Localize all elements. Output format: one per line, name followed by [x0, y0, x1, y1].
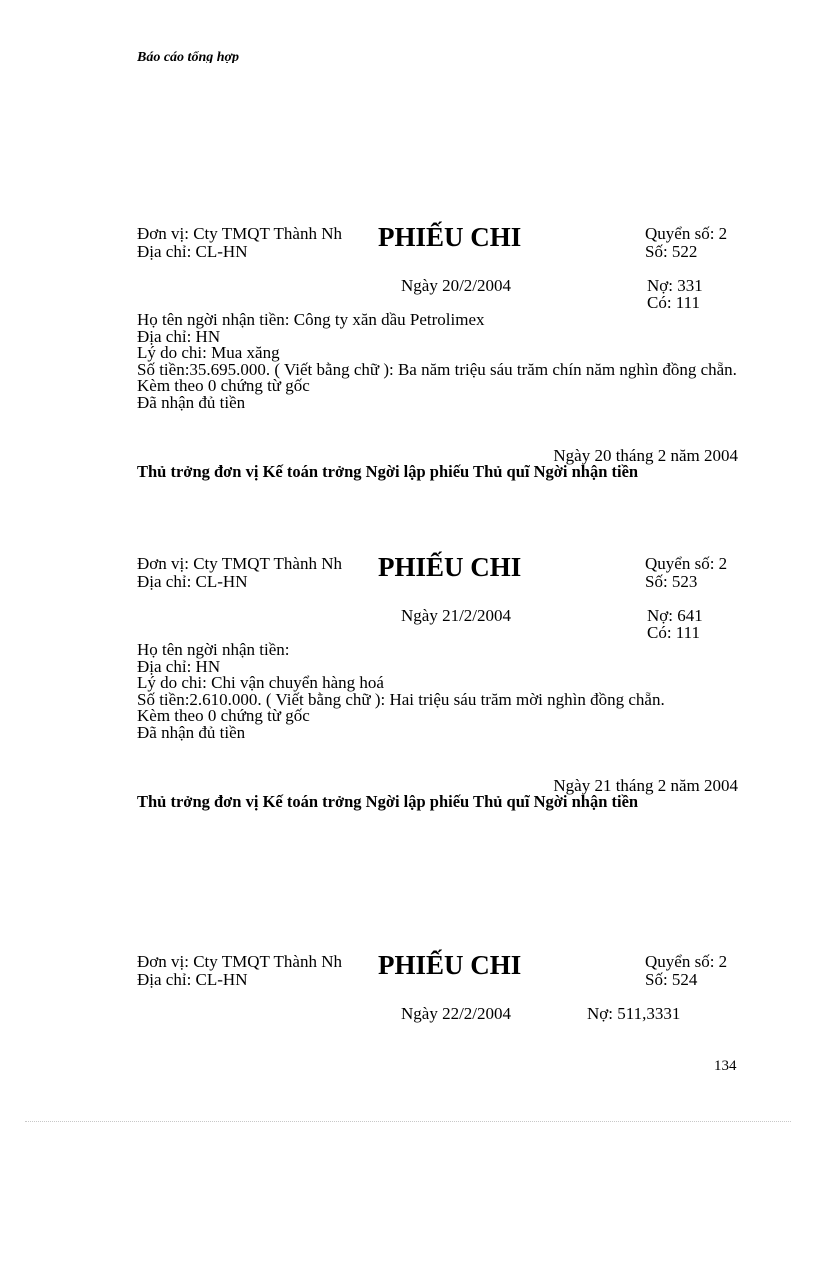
unit-name: Đơn vị: Cty TMQT Thành Nh: [137, 554, 342, 573]
amount-line: Số tiền:2.610.000. ( Viết bằng chữ ): Hai triệu sáu trăm mời nghìn đồng chẵn.: [137, 689, 665, 709]
book-number: Quyển số: 2: [645, 554, 728, 573]
voucher-number: Số: 523: [645, 572, 698, 591]
voucher-date: Ngày 20/2/2004: [401, 276, 512, 295]
unit-address: Địa chỉ: CL-HN: [137, 970, 248, 989]
attached-documents-line: Kèm theo 0 chứng từ gốc: [137, 706, 310, 725]
unit-address: Địa chỉ: CL-HN: [137, 572, 248, 591]
voucher-date: Ngày 21/2/2004: [401, 606, 512, 625]
amount-line: Số tiền:35.695.000. ( Viết bằng chữ ): Ba năm triệu sáu trăm chín năm nghìn đồng chẵn.: [137, 359, 737, 379]
voucher-number: Số: 522: [645, 242, 698, 261]
voucher-body: [137, 312, 738, 411]
page-bottom-border: [25, 1121, 791, 1122]
recipient-line: Họ tên ngời nhận tiền: Công ty xăn dầu Petrolimex: [137, 310, 485, 329]
unit-name: Đơn vị: Cty TMQT Thành Nh: [137, 224, 342, 243]
voucher-title: PHIẾU CHI: [378, 552, 522, 582]
attached-documents-line: Kèm theo 0 chứng từ gốc: [137, 376, 310, 395]
payment-voucher-522: [137, 222, 738, 542]
debit-account: Nợ: 641: [647, 606, 703, 625]
debit-account: Nợ: 511,3331: [587, 1004, 681, 1023]
signature-titles: Thủ trởng đơn vị Kế toán trởng Ngời lập phiếu Thủ quĩ Ngời nhận tiền: [137, 462, 639, 481]
unit-address: Địa chỉ: CL-HN: [137, 242, 248, 261]
received-line: Đã nhận đủ tiền: [137, 392, 246, 412]
payment-voucher-523: [137, 552, 738, 872]
voucher-number: Số: 524: [645, 970, 698, 989]
credit-account: Có: 111: [647, 293, 701, 312]
reason-line: Lý do chi: Chi vận chuyển hàng hoá: [137, 673, 384, 692]
payment-voucher-524: [137, 950, 738, 1270]
page-number: 134: [714, 1058, 737, 1074]
book-number: Quyển số: 2: [645, 952, 728, 971]
recipient-address-line: Địa chỉ: HN: [137, 656, 221, 676]
recipient-address-line: Địa chỉ: HN: [137, 326, 221, 346]
voucher-title: PHIẾU CHI: [378, 222, 522, 252]
book-number: Quyển số: 2: [645, 224, 728, 243]
signature-date: Ngày 21 tháng 2 năm 2004: [553, 776, 738, 795]
unit-name: Đơn vị: Cty TMQT Thành Nh: [137, 952, 342, 971]
signature-date: Ngày 20 tháng 2 năm 2004: [553, 446, 738, 465]
voucher-title: PHIẾU CHI: [378, 950, 522, 980]
reason-line: Lý do chi: Mua xăng: [137, 343, 280, 362]
signature-titles: Thủ trởng đơn vị Kế toán trởng Ngời lập phiếu Thủ quĩ Ngời nhận tiền: [137, 792, 639, 811]
debit-account: Nợ: 331: [647, 276, 703, 295]
voucher-date: Ngày 22/2/2004: [401, 1004, 512, 1023]
voucher-body: [137, 642, 738, 741]
received-line: Đã nhận đủ tiền: [137, 722, 246, 742]
credit-account: Có: 111: [647, 623, 701, 642]
running-header: Báo cáo tổng hợp: [137, 50, 240, 63]
recipient-line: Họ tên ngời nhận tiền:: [137, 640, 290, 659]
